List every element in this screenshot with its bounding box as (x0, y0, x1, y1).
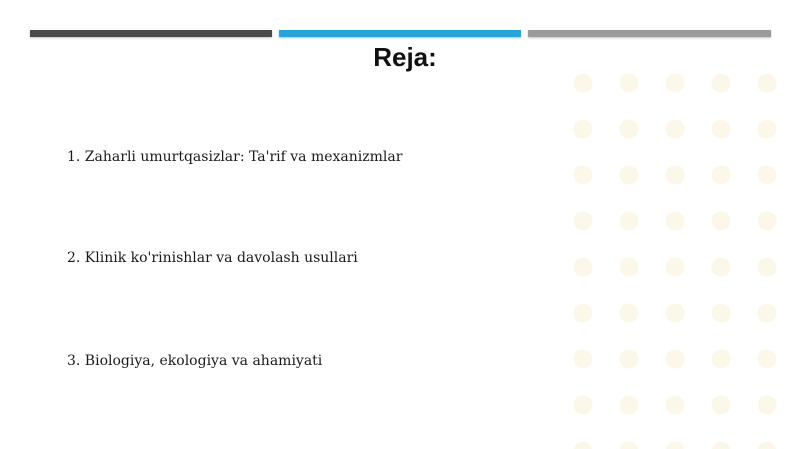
agenda-item-1: 1. Zaharli umurtqasizlar: Ta'rif va mexanizmlar (67, 149, 403, 165)
header-bar-blue (279, 30, 521, 37)
dot-pattern-decoration (560, 60, 800, 449)
agenda-item-3: 3. Biologiya, ekologiya va ahamiyati (67, 353, 323, 369)
agenda-item-2: 2. Klinik ko'rinishlar va davolash usullari (67, 250, 358, 266)
slide-title: Reja: (373, 42, 437, 72)
header-bar-dark (30, 30, 272, 37)
header-bar-gray (528, 30, 771, 37)
